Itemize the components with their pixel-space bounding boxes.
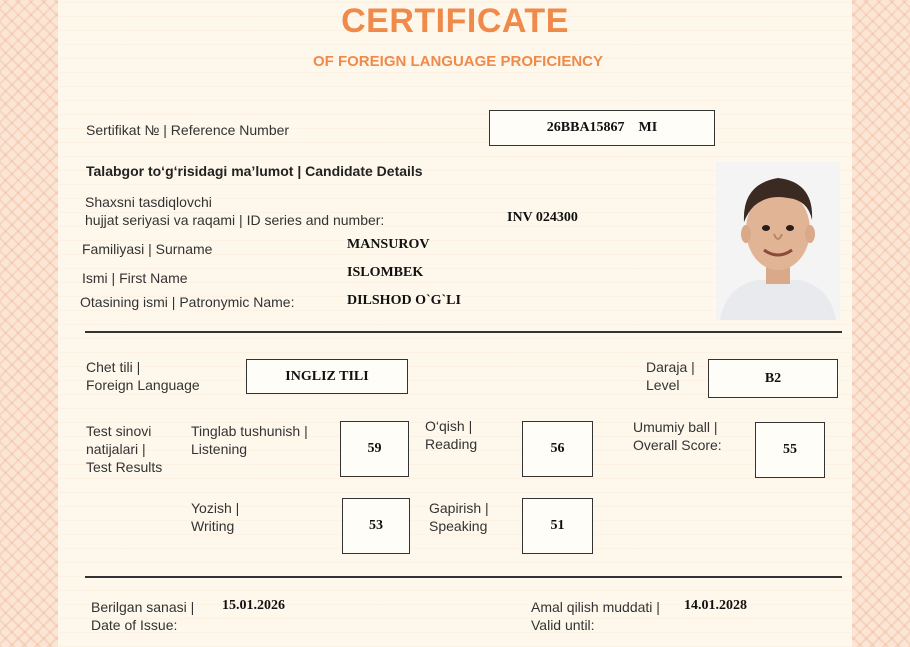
listening-score-box: 59 [340, 421, 409, 477]
listening-label-uz: Tinglab tushunish | [191, 423, 308, 439]
reading-label-en: Reading [425, 436, 478, 452]
decorative-border-left [0, 0, 62, 647]
id-label-line1: Shaxsni tasdiqlovchi [85, 194, 212, 210]
separator: | [163, 122, 171, 138]
level-box: B2 [708, 359, 838, 398]
valid-until-label-en: Valid until: [531, 617, 595, 633]
patronymic-value: DILSHOD O`G`LI [347, 293, 461, 308]
speaking-label-en: Speaking [429, 518, 488, 534]
issue-date-value: 15.01.2026 [222, 598, 285, 613]
test-results-label-1: Test sinovi [86, 423, 152, 439]
writing-score-box: 53 [342, 498, 410, 554]
valid-until-value: 14.01.2028 [684, 598, 747, 613]
reading-score-box: 56 [522, 421, 593, 477]
first-name-label: Ismi | First Name [82, 270, 188, 286]
overall-label-uz: Umumiy ball | [633, 419, 718, 435]
reference-label [86, 121, 289, 139]
test-results-label-2: natijalari | [86, 441, 146, 457]
certificate-subtitle: OF FOREIGN LANGUAGE PROFICIENCY [312, 53, 603, 70]
speaking-label-uz: Gapirish | [429, 500, 489, 516]
divider-bottom [85, 576, 842, 578]
first-name-value: ISLOMBEK [347, 265, 424, 280]
issue-date-label-uz: Berilgan sanasi | [91, 599, 195, 615]
reference-number-box: 26BBA15867 MI [489, 110, 715, 146]
certificate-paper [58, 0, 852, 647]
reference-label-en: Reference Number [170, 122, 290, 138]
id-number-value: INV 024300 [507, 210, 578, 225]
writing-label-en: Writing [191, 518, 235, 534]
speaking-score-box: 51 [522, 498, 593, 554]
level-label-en: Level [646, 377, 680, 393]
surname-value: MANSUROV [347, 237, 430, 252]
issue-date-label-en: Date of Issue: [91, 617, 178, 633]
listening-label-en: Listening [191, 441, 248, 457]
id-label-line2: hujjat seriyasi va raqami | ID series and number: [85, 212, 385, 228]
foreign-language-label-en: Foreign Language [86, 377, 200, 393]
level-label-uz: Daraja | [646, 359, 695, 375]
foreign-language-box: INGLIZ TILI [246, 359, 408, 394]
reference-label-uz: Sertifikat № [86, 122, 160, 138]
overall-score-box: 55 [755, 422, 825, 478]
surname-label: Familiyasi | Surname [82, 241, 213, 257]
foreign-language-label-uz: Chet tili | [86, 359, 141, 375]
divider-top [85, 331, 842, 333]
decorative-border-right [848, 0, 910, 647]
candidate-details-heading: Talabgor to‘g‘risidagi ma’lumot | Candidate Details [86, 163, 423, 179]
candidate-photo [716, 162, 840, 320]
candidate-photo-illustration [716, 162, 840, 320]
certificate-title: CERTIFICATE [341, 2, 569, 40]
test-results-label-3: Test Results [86, 459, 163, 475]
patronymic-label: Otasining ismi | Patronymic Name: [80, 294, 295, 310]
writing-label-uz: Yozish | [191, 500, 240, 516]
reading-label-uz: O‘qish | [425, 418, 473, 434]
valid-until-label-uz: Amal qilish muddati | [531, 599, 660, 615]
overall-label-en: Overall Score: [633, 437, 722, 453]
